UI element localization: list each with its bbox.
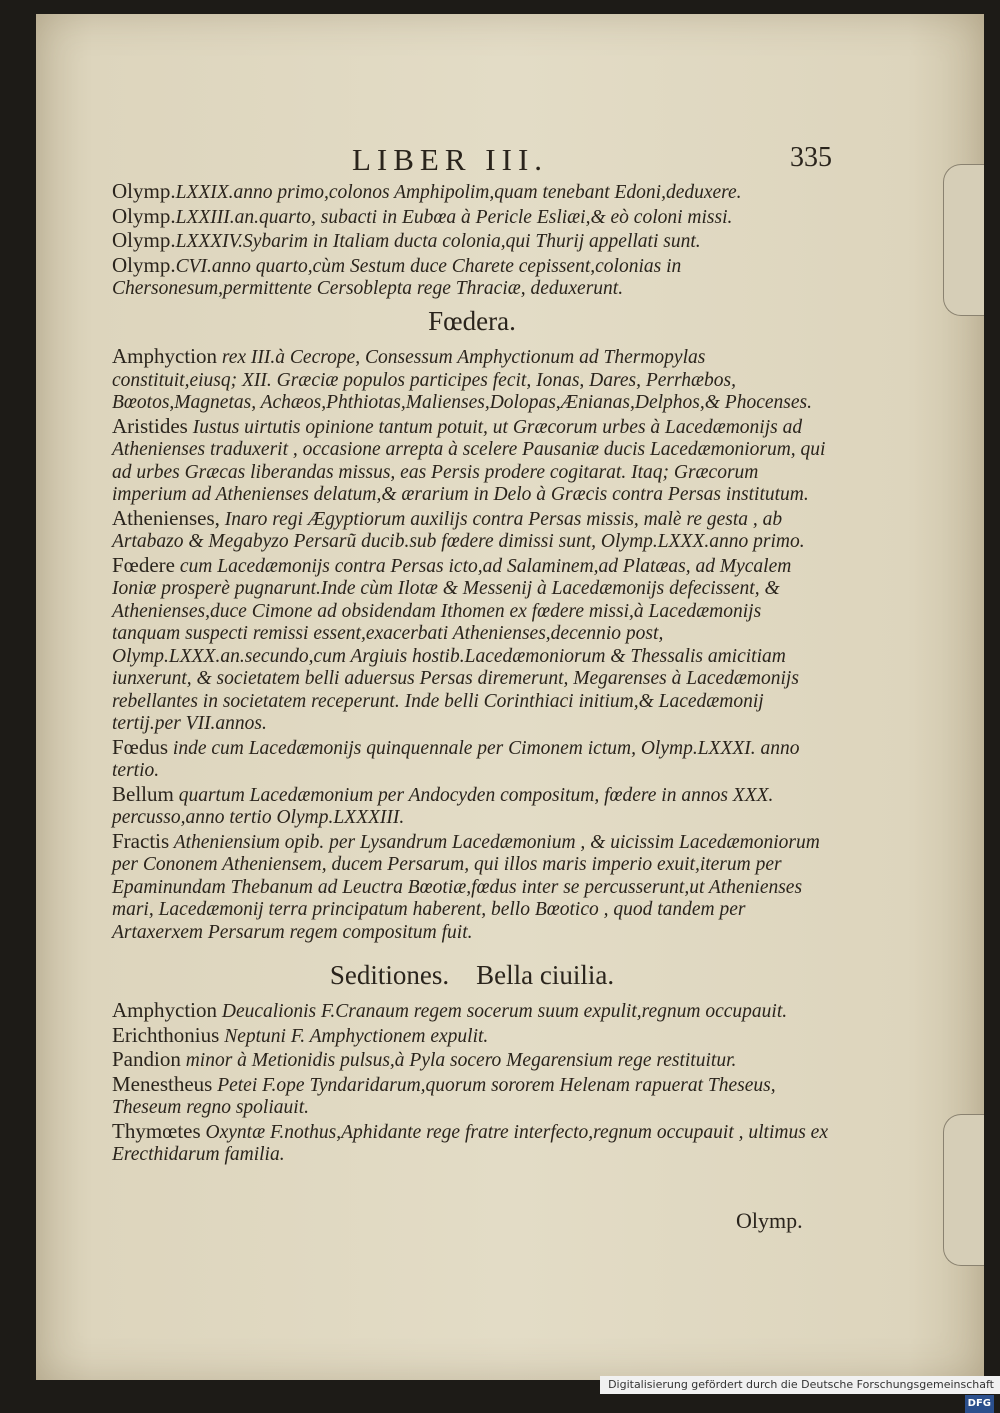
seditiones-section [112, 960, 832, 1167]
foedera-entry: Fœdere cum Lacedæmonijs contra Persas icto,ad Salaminem,ad Platæas, ad Mycalem Ioniæ prosperè pugnarunt.Inde cùm Ilotæ & Messenij à Lacedæmonijs defecissent, & Athenienses,duce Cimone ad obsidendam Ithomen ex fœdere missi,à Lacedæmonijs tanquam suspecti remissi essent,exacerbati Athenienses,decennio post, Olymp.LXXX.an.secundo,cum Argiuis hostib.Lacedæmoniorum & Thessalis amicitiam iunxerunt, & societatem belli aduersus Persas diremerunt, Megarenses à Lacedæmonijs rebellantes in societatem receperunt. Inde belli Corinthiaci initium,& Lacedæmonij tertij.per VII.annos. [112, 552, 799, 734]
foedera-entry: Aristides Iustus uirtutis opinione tantum potuit, ut Græcorum urbes à Lacedæmonijs ad Athenienses traduxerit , occasione arrepta à scelere Pausaniæ ducis Lacedæmoniorum, qui ad urbes Græcas liberandas missus, eas Persis prodere cogitarat. Itaq; Græcorum imperium ad Athenienses delatum,& ærarium in Delo à Græcis contra Persas institutum. [112, 413, 826, 505]
colony-entry: Olymp.LXXIII.an.quarto, subacti in Eubœa à Pericle Esliæi,& eò coloni missi. [112, 203, 733, 228]
running-head: LIBER III. [352, 142, 549, 177]
seditiones-entry: Menestheus Petei F.ope Tyndaridarum,quorum sororem Helenam rapuerat Theseus, Theseum regno spoliauit. [112, 1071, 776, 1118]
foedera-section [112, 306, 832, 944]
dfg-logo: DFG [965, 1395, 994, 1413]
foedera-entry: Bellum quartum Lacedæmonium per Andocyden compositum, fœdere in annos XXX. percusso,anno tertio Olymp.LXXXIII. [112, 781, 774, 828]
section-heading-foedera: Fœdera. [428, 306, 516, 336]
footer-text: Digitalisierung gefördert durch die Deutsche Forschungsgemeinschaft [608, 1378, 994, 1391]
page-tab-upper [943, 164, 984, 316]
page-tab-lower [943, 1114, 984, 1266]
colony-entry: Olymp.LXXXIV.Sybarim in Italiam ducta colonia,qui Thurij appellati sunt. [112, 228, 701, 252]
colonies-block [112, 180, 832, 301]
foedera-entry: Fractis Atheniensium opib. per Lysandrum Lacedæmonium , & uicissim Lacedæmoniorum per Cononem Atheniensem, ducem Persarum, qui illos maris imperio exuit,iterum per Epaminundam Thebanum ad Leuctra Bœotiæ,fœdus inter se percusserunt,ut Athenienses mari, Lacedæmonij terra principatum haberent, bello Bœotico , quod tandem per Artaxerxem Persarum regem compositum fuit. [112, 828, 820, 943]
seditiones-entry: Pandion minor à Metionidis pulsus,à Pyla socero Megarensium rege restituitur. [112, 1047, 737, 1071]
catchword: Olymp. [736, 1208, 803, 1233]
page-number: 335 [790, 142, 832, 173]
foedera-entry: Athenienses, Inaro regi Ægyptiorum auxilijs contra Persas missis, malè re gesta , ab Artabazo & Megabyzo Persarũ ducib.sub fœdere dimissi sunt, Olymp.LXXX.anno primo. [112, 505, 805, 552]
colony-entry: Olymp.LXXIX.anno primo,colonos Amphipolim,quam tenebant Edoni,deduxere. [112, 179, 742, 203]
seditiones-entry: Erichthonius Neptuni F. Amphyctionem expulit. [112, 1022, 489, 1047]
colony-entry: Olymp.CVI.anno quarto,cùm Sestum duce Charete cepissent,colonias in Chersonesum,permittente Cersoblepta rege Thraciæ, deduxerunt. [112, 252, 682, 299]
foedera-entry: Amphyction rex III.à Cecrope, Consessum Amphyctionum ad Thermopylas constituit,eiusq; XII. Græciæ populos participes fecit, Ionas, Dares, Perrhæbos, Bœotos,Magnetas, Achæos,Phthiotas,Malienses,Dolopas,Ænianas,Delphos,& Phocenses. [112, 344, 812, 413]
seditiones-entry: Thymœtes Oxyntæ F.nothus,Aphidante rege fratre interfecto,regnum occupauit , ultimus ex Erecthidarum familia. [112, 1118, 828, 1165]
foedera-entry: Fœdus inde cum Lacedæmonijs quinquennale per Cimonem ictum, Olymp.LXXXI. anno tertio. [112, 734, 800, 781]
section-heading-seditiones: Seditiones. Bella ciuilia. [329, 960, 615, 990]
seditiones-entry: Amphyction Deucalionis F.Cranaum regem socerum suum expulit,regnum occupauit. [112, 998, 788, 1022]
digitization-footer [600, 1376, 1000, 1409]
